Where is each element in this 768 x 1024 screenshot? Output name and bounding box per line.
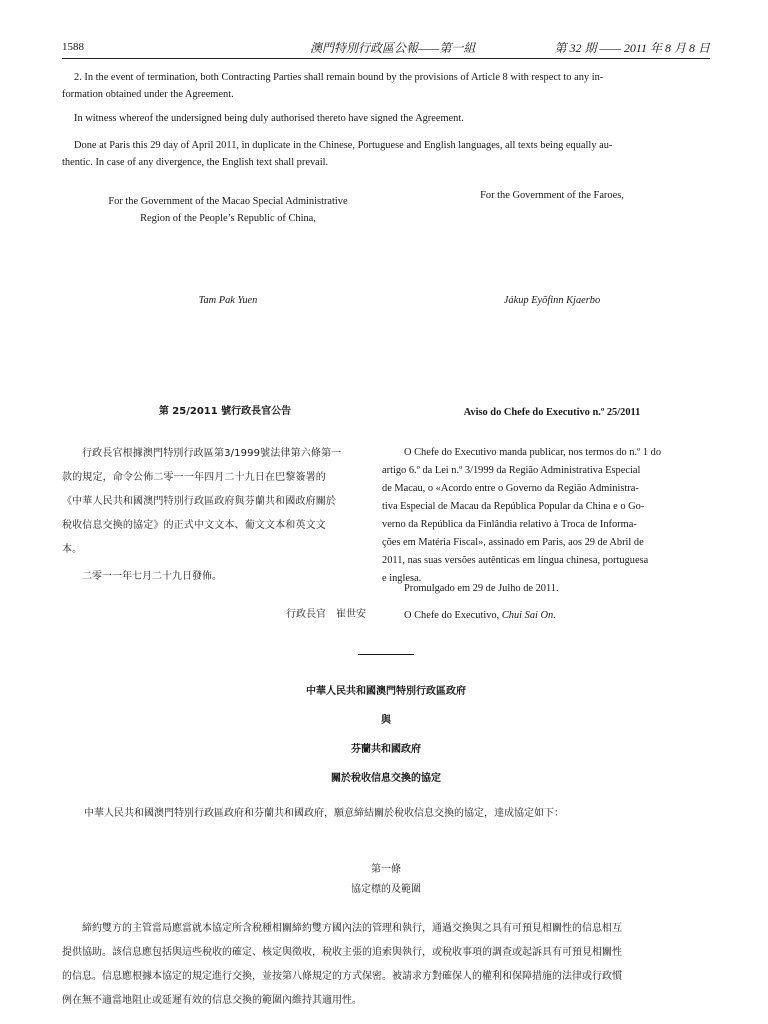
gazette-title: 澳門特別行政區公報——第一組 bbox=[310, 41, 476, 55]
notice-pt-line: tiva Especial de Macau da República Popular da China e o Go- bbox=[382, 501, 645, 512]
notice-cn-body bbox=[62, 442, 388, 562]
notice-cn-heading: 第 25/2011 號行政長官公告 bbox=[158, 406, 292, 417]
notice-cn-line: 稅收信息交換的協定》的正式中文文本、葡文文本和英文文 bbox=[62, 520, 326, 531]
agreement-title bbox=[62, 677, 710, 793]
done-line-1: Done at Paris this 29 day of April 2011, in duplicate in the Chinese, Portuguese and English languages, all texts being equally au- bbox=[74, 140, 613, 151]
notice-cn-line: 行政長官根據澳門特別行政區第3/1999號法律第六條第一 bbox=[82, 448, 342, 459]
section-divider bbox=[358, 654, 414, 655]
agreement-title-line: 中華人民共和國澳門特別行政區政府 bbox=[306, 686, 466, 697]
agreement-preamble: 中華人民共和國澳門特別行政區政府和芬蘭共和國政府，願意締結關於稅收信息交換的協定，達成協定如下： bbox=[84, 808, 564, 819]
article-number: 第一條 bbox=[371, 864, 401, 875]
witness-paragraph: In witness whereof the undersigned being duly authorised thereto have signed the Agreement. bbox=[74, 113, 464, 124]
notice-pt-line: 2011, nas suas versões autênticas em língua chinesa, portuguesa bbox=[382, 555, 649, 566]
signatory-macao bbox=[62, 193, 394, 227]
signatory-macao-line-1: For the Government of the Macao Special Administrative bbox=[108, 196, 348, 207]
page-number: 1588 bbox=[62, 41, 84, 53]
article-line: 例在無不適當地阻止或延遲有效的信息交換的範圍內維持其適用性。 bbox=[62, 995, 362, 1006]
agreement-title-line: 與 bbox=[381, 715, 391, 726]
notice-pt-promulgated: Promulgado em 29 de Julho de 2011. bbox=[404, 583, 559, 594]
notice-pt-line: O Chefe do Executivo manda publicar, nos termos do n.º 1 do bbox=[404, 447, 662, 458]
termination-line-1: 2. In the event of termination, both Contracting Parties shall remain bound by the provisions of Article 8 with respect to any in- bbox=[74, 72, 604, 83]
done-line-2: thentic. In case of any divergence, the English text shall prevail. bbox=[62, 157, 329, 168]
notice-pt-signatory-prefix: O Chefe do Executivo, bbox=[404, 610, 500, 621]
notice-cn-line: 《中華人民共和國澳門特別行政區政府與芬蘭共和國政府關於 bbox=[62, 496, 337, 507]
notice-cn-line: 款的規定，命令公佈二零一一年四月二十九日在巴黎簽署的 bbox=[62, 472, 326, 483]
article-body bbox=[62, 917, 712, 1013]
termination-line-2: formation obtained under the Agreement. bbox=[62, 89, 234, 100]
article-title: 協定標的及範圍 bbox=[351, 884, 421, 895]
article-line: 締約雙方的主管當局應當就本協定所含稅種相關締約雙方國內法的管理和執行，通過交換與之具有可預見相關性的信息相互 bbox=[82, 923, 622, 934]
signatory-name-faroes: Jákup Eyõfinn Kjaerbo bbox=[503, 295, 601, 306]
signatory-name-macao: Tam Pak Yuen bbox=[198, 295, 258, 306]
notice-pt-signatory bbox=[404, 607, 556, 625]
notice-pt-line: ções em Matéria Fiscal», assinado em Paris, aos 29 de Abril de bbox=[382, 537, 644, 548]
notice-cn-date: 二零一一年七月二十九日發佈。 bbox=[82, 571, 222, 582]
notice-pt-signatory-name: Chui Sai On. bbox=[501, 610, 556, 621]
notice-pt-line: de Macau, o «Acordo entre o Governo da Região Administra- bbox=[382, 483, 639, 494]
notice-cn-line: 本。 bbox=[62, 544, 83, 555]
notice-pt-line: artigo 6.º da Lei n.º 3/1999 da Região Administrativa Especial bbox=[382, 465, 641, 476]
signatory-macao-line-2: Region of the People’s Republic of China, bbox=[140, 213, 316, 224]
signatory-faroes: For the Government of the Faroes, bbox=[480, 190, 624, 201]
notice-cn-signatory: 行政長官 崔世安 bbox=[286, 609, 366, 620]
notice-pt-body bbox=[382, 444, 712, 588]
done-paragraph bbox=[62, 137, 710, 171]
article-line: 提供協助。該信息應包括與這些稅收的確定、核定與徵收，稅收主張的追索與執行，或稅收事項的調查或起訴具有可預見相關性 bbox=[62, 947, 622, 958]
notice-pt-line: verno da República da Finlândia relativo à Troca de Informa- bbox=[382, 519, 637, 530]
agreement-title-line: 芬蘭共和國政府 bbox=[351, 744, 421, 755]
termination-paragraph bbox=[62, 69, 710, 103]
notice-pt-heading: Aviso do Chefe do Executivo n.º 25/2011 bbox=[463, 407, 641, 418]
header-rule bbox=[62, 58, 710, 59]
notice-pt-line: e inglesa. bbox=[382, 573, 422, 584]
issue-date: 第 32 期 —— 2011 年 8 月 8 日 bbox=[554, 41, 710, 55]
article-line: 的信息。信息應根據本協定的規定進行交換，並按第八條規定的方式保密。被請求方對確保人的權利和保障措施的法律或行政慣 bbox=[62, 971, 622, 982]
agreement-title-line: 關於稅收信息交換的協定 bbox=[331, 773, 441, 784]
